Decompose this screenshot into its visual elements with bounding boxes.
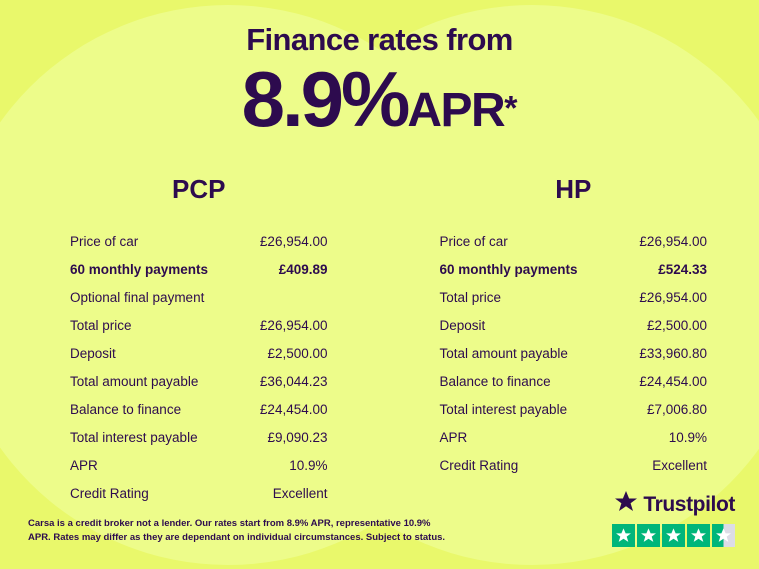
row-label: Total price [70, 317, 132, 333]
rate-value: 8.9% [241, 55, 408, 143]
table-row [440, 283, 708, 311]
row-label: Total interest payable [439, 401, 568, 417]
row-value: £26,954.00 [639, 233, 707, 249]
table-row [70, 311, 328, 339]
row-label: 60 monthly payments [70, 261, 209, 277]
table-row [70, 367, 328, 395]
table-row [70, 395, 328, 423]
table-row [70, 255, 328, 283]
page-title: Finance rates from [246, 22, 513, 57]
row-value: £26,954.00 [639, 289, 707, 305]
row-label: Balance to finance [439, 373, 551, 389]
disclaimer-text: Carsa is a credit broker not a lender. Our rates start from 8.9% APR, representative 10.9% APR. Rates may differ as they are dependant on individual circumstances. Subject to status. [28, 518, 446, 544]
table-row [70, 451, 328, 479]
row-value: 10.9% [289, 457, 328, 473]
table-row [70, 227, 328, 255]
finance-columns [0, 174, 759, 507]
column-title-hp: HP [555, 174, 592, 204]
row-label: Balance to finance [70, 401, 182, 417]
star-icon [687, 524, 710, 547]
table-row [70, 283, 328, 311]
row-value: £524.33 [658, 261, 707, 277]
row-value: £24,454.00 [259, 401, 328, 417]
table-row [440, 451, 708, 479]
row-value: £36,044.23 [259, 373, 328, 389]
finance-table-pcp [70, 227, 328, 507]
trustpilot-logo [605, 490, 735, 519]
column-title-pcp: PCP [172, 174, 226, 204]
row-label: Credit Rating [70, 485, 149, 501]
row-label: Deposit [439, 317, 486, 333]
row-label: APR [439, 429, 468, 445]
trustpilot-name: Trustpilot [643, 492, 735, 516]
row-label: Price of car [439, 233, 508, 249]
table-row [70, 423, 328, 451]
row-label: Optional final payment [70, 289, 205, 305]
trustpilot-rating [605, 490, 735, 547]
table-row [440, 395, 708, 423]
table-row [440, 367, 708, 395]
row-label: Total amount payable [439, 345, 568, 361]
table-row [440, 423, 708, 451]
finance-column-hp [380, 174, 759, 507]
rate-unit: APR [407, 84, 505, 137]
star-icon [612, 524, 635, 547]
row-value: £2,500.00 [646, 317, 707, 333]
row-value: £26,954.00 [259, 233, 328, 249]
trustpilot-stars [605, 524, 735, 547]
row-label: Total price [439, 289, 502, 305]
row-value: Excellent [272, 485, 328, 501]
table-row [440, 255, 708, 283]
row-label: Total amount payable [70, 373, 199, 389]
row-value: £24,454.00 [639, 373, 707, 389]
finance-column-pcp [0, 174, 380, 507]
table-row [70, 339, 328, 367]
row-value: £26,954.00 [259, 317, 328, 333]
star-icon [662, 524, 685, 547]
rate-asterisk: * [504, 89, 518, 128]
row-value: £33,960.80 [639, 345, 707, 361]
table-row [440, 311, 708, 339]
row-label: Deposit [70, 345, 116, 361]
table-row [440, 227, 708, 255]
table-row [440, 339, 708, 367]
row-value: £9,090.23 [267, 429, 328, 445]
row-label: Price of car [70, 233, 139, 249]
finance-table-hp [440, 227, 708, 479]
row-label: APR [70, 457, 98, 473]
half-star-icon [712, 524, 735, 547]
row-label: 60 monthly payments [439, 261, 578, 277]
row-label: Credit Rating [439, 457, 519, 473]
row-value: 10.9% [668, 429, 707, 445]
row-value: Excellent [652, 457, 707, 473]
table-row [70, 479, 328, 507]
rate-headline [0, 55, 759, 143]
row-label: Total interest payable [70, 429, 198, 445]
row-value: £2,500.00 [267, 345, 328, 361]
row-value: £409.89 [278, 261, 328, 277]
trustpilot-star-icon [614, 490, 638, 519]
star-icon [637, 524, 660, 547]
row-value: £7,006.80 [646, 401, 707, 417]
